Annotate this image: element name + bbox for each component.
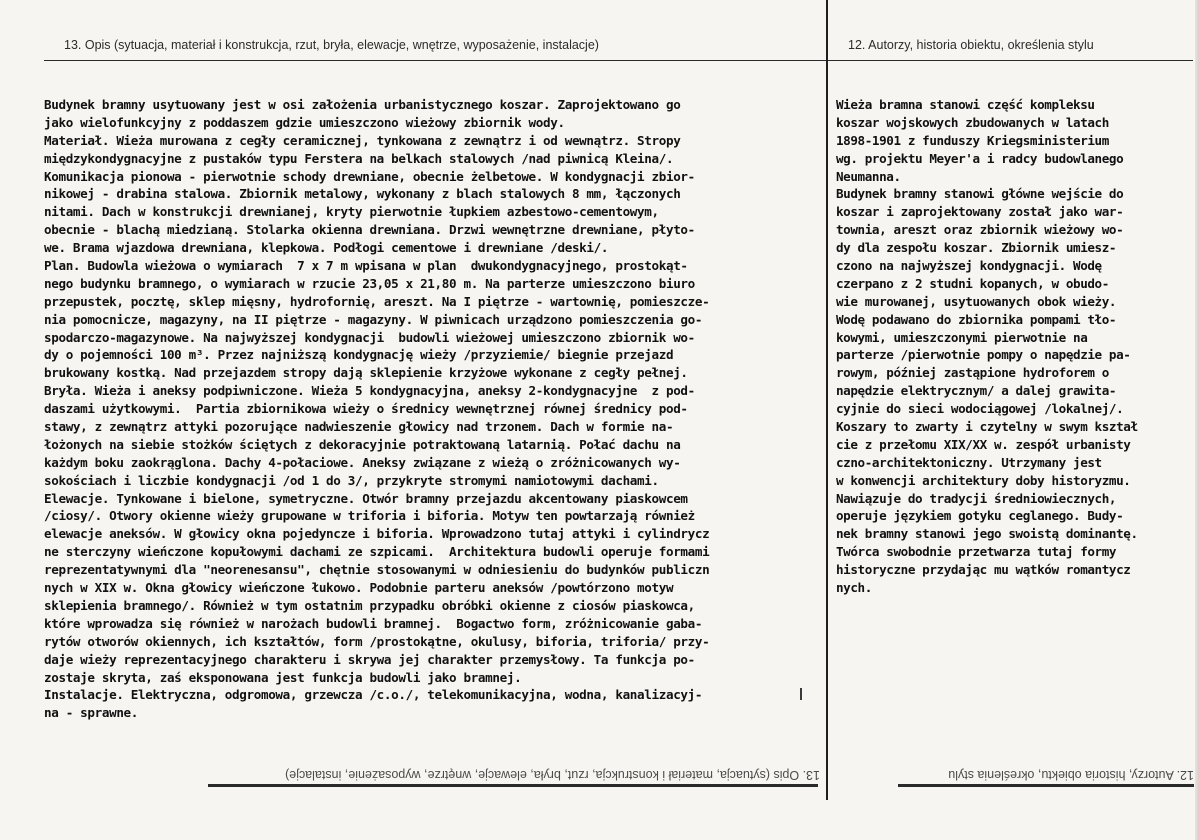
pen-mark (800, 688, 802, 700)
typed-line: daszami użytkowymi. Partia zbiornikowa wieży o średnicy wewnętrznej równej średnicy pod- (44, 401, 688, 417)
typed-line: zostaje skryta, zaś eksponowana jest funkcja budowli jako bramnej. (44, 669, 522, 685)
typed-line: Neumanna. (836, 168, 901, 184)
typed-line: Instalacje. Elektryczna, odgromowa, grzewcza /c.o./, telekomunikacyjna, wodna, kanalizacyj- (44, 687, 703, 703)
section-12-heading: 12. Autorzy, historia obiektu, określenia stylu (848, 38, 1094, 52)
typed-line: jako wielofunkcyjny z poddaszem gdzie umieszczono wieżowy zbiornik wody. (44, 114, 565, 130)
typed-line: czerpano z 2 studni kopanych, w obudo- (836, 275, 1109, 291)
typed-line: nitami. Dach w konstrukcji drewnianej, kryty pierwotnie łupkiem azbestowo-cementowym, (44, 204, 659, 220)
typed-line: cyjnie do sieci wodociągowej /lokalnej/. (836, 401, 1124, 417)
typed-line: nych w XIX w. Okna głowicy wieńczone łukowo. Podobnie parteru aneksów /powtórzono motyw (44, 580, 674, 596)
typed-line: ne sterczyny wieńczone kopułowymi dachami ze szpicami. Architektura budowli operuje formami (44, 544, 710, 560)
show-through-rule-left (208, 784, 818, 787)
typed-line: wg. projektu Meyer'a i radcy budowlanego (836, 150, 1124, 166)
typed-line: brukowany kostką. Nad przejazdem stropy dają sklepienie krzyżowe wykonane z cegły pełnej. (44, 365, 688, 381)
description-text (44, 96, 824, 722)
history-text (836, 96, 1196, 597)
typed-line: /ciosy/. Otwory okienne wieży grupowane w triforia i biforia. Motyw ten powtarzają również (44, 508, 695, 524)
typed-line: Nawiązuje do tradycji średniowiecznych, (836, 490, 1117, 506)
typed-line: Koszary to zwarty i czytelny w swym kształ (836, 419, 1138, 435)
typed-line: operuje językiem gotyku ceglanego. Budy- (836, 508, 1124, 524)
typed-line: każdym boku zaokrąglona. Dachy 4-połaciowe. Aneksy związane z wieżą o zróżnicowanych wy- (44, 454, 681, 470)
typed-line: Wodę podawano do zbiornika pompami tło- (836, 311, 1117, 327)
typed-line: napędzie elektrycznym/ a dalej grawita- (836, 383, 1117, 399)
typed-line: sklepienia bramnego/. Również w tym ostatnim przypadku obróbki okienne z ciosów piaskowca, (44, 597, 695, 613)
typed-line: Wieża bramna stanowi część kompleksu (836, 97, 1095, 112)
header-rule-left (44, 60, 826, 61)
typed-line: historyczne przydając mu wątków romantycz (836, 562, 1131, 578)
typed-line: reprezentatywnymi dla "neorenesansu", chętnie stosowanymi w odniesieniu do budynków publiczn (44, 562, 710, 578)
typed-line: czono na najwyższej kondygnacji. Wodę (836, 258, 1102, 274)
typed-line: Komunikacja pionowa - pierwotnie schody drewniane, obecnie żelbetowe. W kondygnacji zbior- (44, 168, 695, 184)
typed-line: Materiał. Wieża murowana z cegły ceramicznej, tynkowana z zewnątrz i od wewnątrz. Stropy (44, 132, 681, 148)
typed-line: kowymi, umieszczonymi pierwotnie na (836, 329, 1088, 345)
typed-line: nych. (836, 580, 872, 596)
typed-line: cie z przełomu XIX/XX w. zespół urbanisty (836, 436, 1131, 452)
typed-line: Budynek bramny stanowi główne wejście do (836, 186, 1124, 202)
typed-line: 1898-1901 z funduszy Kriegsministerium (836, 132, 1109, 148)
typed-line: koszar i zaprojektowany został jako war- (836, 204, 1124, 220)
typed-line: daje wieży reprezentacyjnego charakteru i skrywa jej charakter przemysłowy. Ta funkcja po- (44, 651, 695, 667)
typed-line: nek bramny stanowi jego swoistą dominantę. (836, 526, 1138, 542)
typed-line: Budynek bramny usytuowany jest w osi założenia urbanistycznego koszar. Zaprojektowano go (44, 97, 681, 112)
typed-line: townia, areszt oraz zbiornik wieżowy wo- (836, 222, 1124, 238)
typed-line: łożonych na siebie stożków ściętych z dekoracyjnie potraktowaną latarnią. Połać dachu na (44, 436, 681, 452)
typed-line: nia pomocnicze, magazyny, na II piętrze - magazyny. W piwnicach urządzono pomieszczenia go- (44, 311, 703, 327)
typed-line: Twórca swobodnie przetwarza tutaj formy (836, 544, 1117, 560)
typed-line: w konwencji architektury doby historyzmu. (836, 472, 1131, 488)
typed-line: sokościach i liczbie kondygnacji /od 1 do 3/, przykryte stromymi namiotowymi dachami. (44, 472, 659, 488)
typed-line: wie murowanej, usytuowanych obok wieży. (836, 293, 1117, 309)
typed-line: międzykondygnacyjne z pustaków typu Ferstera na belkach stalowych /nad piwnicą Kleina/. (44, 150, 674, 166)
typed-line: dy o pojemności 100 m³. Przez najniższą kondygnację wieży /przyziemie/ biegnie przejazd (44, 347, 674, 363)
typed-line: koszar wojskowych zbudowanych w latach (836, 114, 1109, 130)
typed-line: spodarczo-magazynowe. Na najwyższej kondygnacji budowli wieżowej umieszczono zbiornik wo- (44, 329, 695, 345)
typed-line: Elewacje. Tynkowane i bielone, symetryczne. Otwór bramny przejazdu akcentowany piaskowcem (44, 490, 688, 506)
typed-line: rowym, później zastąpione hydroforem o (836, 365, 1109, 381)
typed-line: które wprowadza się również w narożach budowli bramnej. Bogactwo form, zróżnicowanie gaba- (44, 615, 703, 631)
typed-line: czno-architektoniczny. Utrzymany jest (836, 454, 1102, 470)
typed-line: Plan. Budowla wieżowa o wymiarach 7 x 7 m wpisana w plan dwukondygnacyjnego, prostokąt- (44, 258, 688, 274)
show-through-heading-13: 13. Opis (sytuacja, materiał i konstrukcja, rzut, bryła, elewacje, wnętrze, wyposażenie, instalacje) (285, 768, 820, 782)
typed-line: obecnie - blachą miedzianą. Stolarka okienna drewniana. Drzwi wewnętrzne drewniane, płyto- (44, 222, 695, 238)
typed-line: stawy, z zewnątrz attyki pozorujące nadwieszenie głowicy nad trzonem. Dach w formie na- (44, 419, 674, 435)
column-divider (826, 0, 828, 800)
typed-line: nego budynku bramnego, o wymiarach w rzucie 23,05 x 21,80 m. Na parterze umieszczono biuro (44, 275, 695, 291)
show-through-rule-right (898, 784, 1194, 787)
typed-line: elewacje aneksów. W głowicy okna pojedyncze i biforia. Wprowadzono tutaj attyki i cylindrycz (44, 526, 710, 542)
typed-line: na - sprawne. (44, 705, 139, 721)
typed-line: nikowej - drabina stalowa. Zbiornik metalowy, wykonany z blach stalowych 8 mm, łączonych (44, 186, 681, 202)
typed-line: parterze /pierwotnie pompy o napędzie pa- (836, 347, 1131, 363)
card-edge (1195, 0, 1199, 840)
typed-line: rytów otworów okiennych, ich kształtów, form /prostokątne, okulusy, biforia, triforia/ przy- (44, 633, 710, 649)
section-13-heading: 13. Opis (sytuacja, materiał i konstrukcja, rzut, bryła, elewacje, wnętrze, wyposażenie, instalacje) (64, 38, 599, 52)
show-through-heading-12: 12. Autorzy, historia obiektu, określenia stylu (948, 768, 1194, 782)
typed-line: dy dla zespołu koszar. Zbiornik umiesz- (836, 240, 1117, 256)
typed-line: przepustek, pocztę, sklep mięsny, hydrofornię, areszt. Na I piętrze - wartownię, pomieszcze- (44, 293, 710, 309)
typed-line: Bryła. Wieża i aneksy podpiwniczone. Wieża 5 kondygnacyjna, aneksy 2-kondygnacyjne z pod- (44, 383, 695, 399)
header-rule-right (828, 60, 1193, 61)
typed-line: we. Brama wjazdowa drewniana, klepkowa. Podłogi cementowe i drewniane /deski/. (44, 240, 609, 256)
